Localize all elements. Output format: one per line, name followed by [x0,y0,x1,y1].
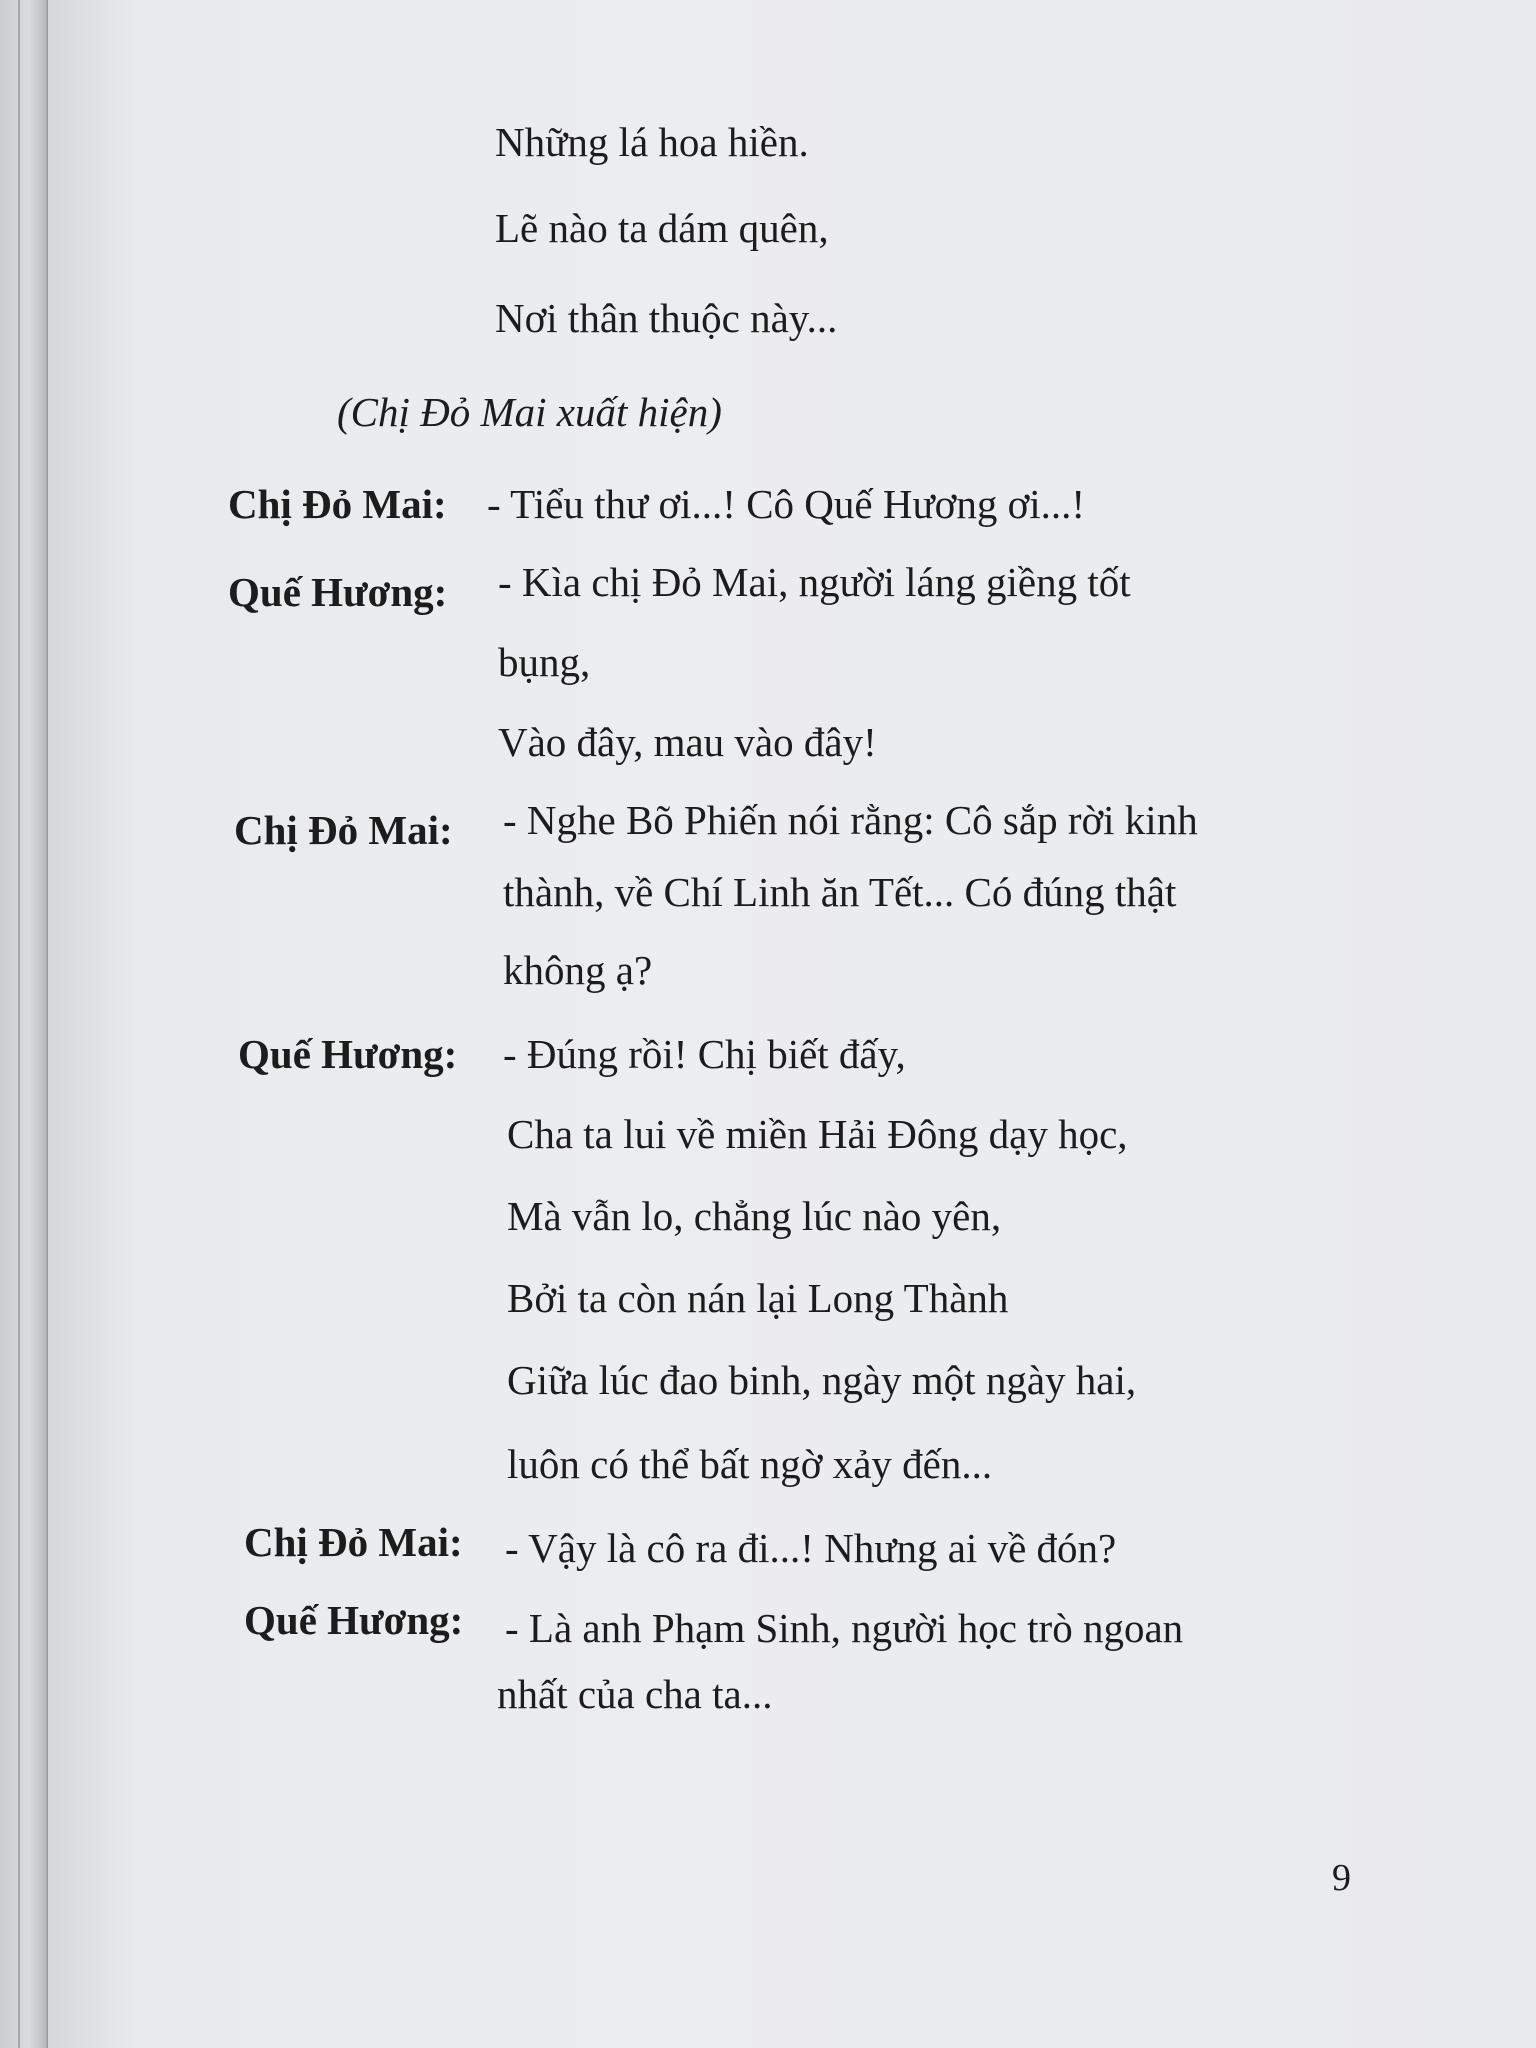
page-edge [18,0,20,2048]
dialogue-line: luôn có thể bất ngờ xảy đến... [507,1441,993,1487]
book-spine [0,0,48,2048]
speaker-label: Chị Đỏ Mai: [228,481,447,527]
dialogue-line: thành, về Chí Linh ăn Tết... Có đúng thật [503,869,1177,915]
speaker-label: Quế Hương: [238,1031,458,1077]
stage-direction: (Chị Đỏ Mai xuất hiện) [337,389,722,435]
dialogue-line: bụng, [498,639,591,685]
dialogue-line: Cha ta lui về miền Hải Đông dạy học, [507,1111,1128,1157]
dialogue-line: - Kìa chị Đỏ Mai, người láng giềng tốt [498,559,1131,605]
speaker-label: Quế Hương: [228,569,448,615]
speaker-label: Quế Hương: [244,1597,464,1643]
page-number: 9 [1332,1857,1351,1899]
verse-line: Nơi thân thuộc này... [495,295,838,341]
dialogue-line: Giữa lúc đao binh, ngày một ngày hai, [507,1357,1137,1403]
dialogue-line: Bởi ta còn nán lại Long Thành [507,1275,1009,1321]
dialogue-line: - Tiểu thư ơi...! Cô Quế Hương ơi...! [487,481,1086,527]
dialogue-line: - Vậy là cô ra đi...! Nhưng ai về đón? [505,1525,1117,1571]
speaker-label: Chị Đỏ Mai: [244,1519,463,1565]
dialogue-line: Vào đây, mau vào đây! [498,719,877,765]
verse-line: Lẽ nào ta dám quên, [495,205,829,251]
speaker-label: Chị Đỏ Mai: [234,807,453,853]
verse-line: Những lá hoa hiền. [495,119,809,165]
dialogue-line: Mà vẫn lo, chẳng lúc nào yên, [507,1193,1002,1239]
dialogue-line: không ạ? [503,947,653,993]
dialogue-line: - Là anh Phạm Sinh, người học trò ngoan [505,1605,1184,1651]
dialogue-line: - Nghe Bõ Phiến nói rằng: Cô sắp rời kinh [503,797,1198,843]
dialogue-line: nhất của cha ta... [497,1671,773,1717]
dialogue-line: - Đúng rồi! Chị biết đấy, [503,1031,906,1077]
